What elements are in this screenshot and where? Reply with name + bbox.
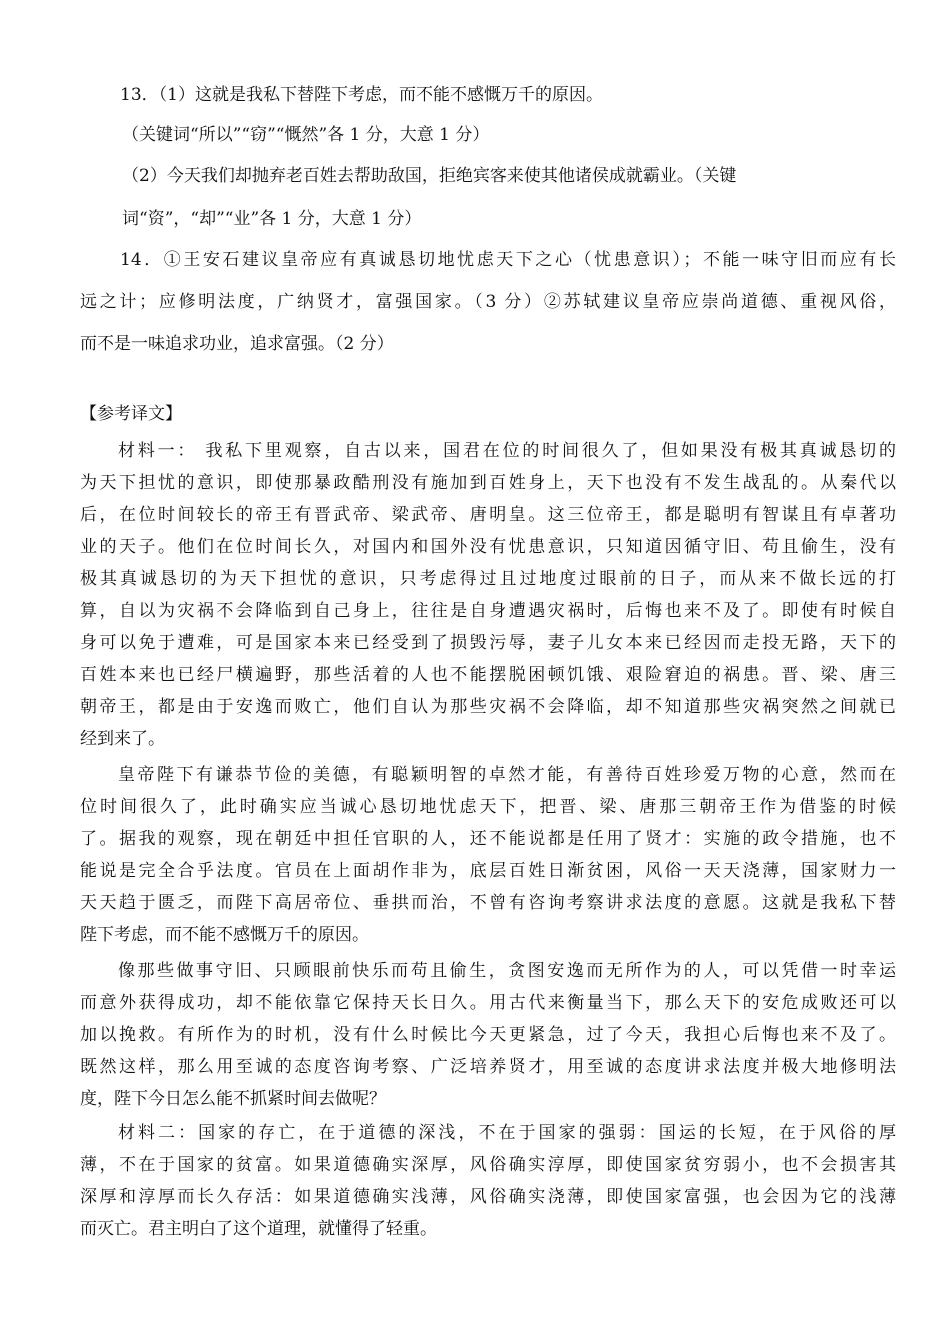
p1-line: 算，自以为灾祸不会降临到自己身上，往往是自身遭遇灾祸时，后悔也来不及了。即使有时候自 xyxy=(80,601,896,621)
q13-part2-line2: 词“资”，“却”“业”各 1 分，大意 1 分） xyxy=(122,209,422,229)
p1-line: 为天下担忧的意识，即使那暴政酷刑没有施加到百姓身上，天下也没有不发生战乱的。从秦代以 xyxy=(80,473,896,493)
p2-line: 皇帝陛下有谦恭节俭的美德，有聪颖明智的卓然才能，有善待百姓珍爱万物的心意，然而在 xyxy=(118,765,896,785)
q13-part1: 13．（1）这就是我私下替陛下考虑，而不能不感慨万千的原因。 xyxy=(120,85,603,105)
translation-heading: 【参考译文】 xyxy=(80,404,182,424)
p4-line: 薄，不在于国家的贫富。如果道德确实深厚，风俗确实淳厚，即使国家贫穷弱小，也不会损害其 xyxy=(80,1155,896,1175)
q14-line2: 远之计；应修明法度，广纳贤才，富强国家。（3 分）②苏轼建议皇帝应崇尚道德、重视风俗， xyxy=(80,292,896,312)
p2-line: 陛下考虑，而不能不感慨万千的原因。 xyxy=(80,925,369,945)
q14-line3: 而不是一味追求功业，追求富强。（2 分） xyxy=(80,334,394,354)
q13-part1-scoring: （关键词“所以”“窃”“慨然”各 1 分，大意 1 分） xyxy=(122,125,490,145)
p1-line: 经到来了。 xyxy=(80,729,165,749)
p3-line: 像那些做事守旧、只顾眼前快乐而苟且偷生，贪图安逸而无所作为的人，可以凭借一时幸运 xyxy=(118,961,896,981)
q14-line1: 14．①王安石建议皇帝应有真诚恳切地忧虑天下之心（忧患意识）；不能一味守旧而应有长 xyxy=(120,250,896,270)
q13-part2-line1: （2）今天我们却抛弃老百姓去帮助敌国，拒绝宾客来使其他诸侯成就霸业。（关键 xyxy=(122,166,737,186)
p3-line: 既然这样，那么用至诚的态度咨询考察、广泛培养贤才，用至诚的态度讲求法度并极大地修明法 xyxy=(80,1057,896,1077)
p1-line: 材料一： 我私下里观察，自古以来，国君在位的时间很久了，但如果没有极其真诚恳切的 xyxy=(118,441,896,461)
p1-line: 身可以免于遭难，可是国家本来已经受到了损毁污辱，妻子儿女本来已经因而走投无路，天下的 xyxy=(80,633,896,653)
p1-line: 极其真诚恳切的为天下担忧的意识，只考虑得过且过地度过眼前的日子，而从来不做长远的打 xyxy=(80,569,896,589)
p3-line: 而意外获得成功，却不能依靠它保持天长日久。用古代来衡量当下，那么天下的安危成败还可以 xyxy=(80,993,896,1013)
p3-line: 加以挽救。有所作为的时机，没有什么时候比今天更紧急，过了今天，我担心后悔也来不及了。 xyxy=(80,1025,896,1045)
p1-line: 朝帝王，都是由于安逸而败亡，他们自认为那些灾祸不会降临，却不知道那些灾祸突然之间就已 xyxy=(80,697,896,717)
p4-line: 深厚和淳厚而长久存活：如果道德确实浅薄，风俗确实浇薄，即使国家富强，也会因为它的浅薄 xyxy=(80,1187,896,1207)
p1-line: 后，在位时间较长的帝王有晋武帝、梁武帝、唐明皇。这三位帝王，都是聪明有智谋且有卓著功 xyxy=(80,505,896,525)
p2-line: 天天趋于匮乏，而陛下高居帝位、垂拱而治，不曾有咨询考察讲求法度的意愿。这就是我私下替 xyxy=(80,893,896,913)
p2-line: 能说是完全合乎法度。官员在上面胡作非为，底层百姓日渐贫困，风俗一天天浇薄，国家财力一 xyxy=(80,861,896,881)
p2-line: 位时间很久了，此时确实应当诚心恳切地忧虑天下，把晋、梁、唐那三朝帝王作为借鉴的时候 xyxy=(80,797,896,817)
p2-line: 了。据我的观察，现在朝廷中担任官职的人，还不能说都是任用了贤才：实施的政令措施，也不 xyxy=(80,829,896,849)
p4-line: 材料二：国家的存亡，在于道德的深浅，不在于国家的强弱：国运的长短，在于风俗的厚 xyxy=(118,1123,896,1143)
p4-line: 而灭亡。君主明白了这个道理，就懂得了轻重。 xyxy=(80,1219,437,1239)
p1-line: 百姓本来也已经尸横遍野，那些活着的人也不能摆脱困顿饥饿、艰险窘迫的祸患。晋、梁、唐三 xyxy=(80,665,896,685)
p3-line: 度，陛下今日怎么能不抓紧时间去做呢？ xyxy=(80,1089,386,1109)
p1-line: 业的天子。他们在位时间长久，对国内和国外没有忧患意识，只知道因循守旧、苟且偷生，没有 xyxy=(80,537,896,557)
